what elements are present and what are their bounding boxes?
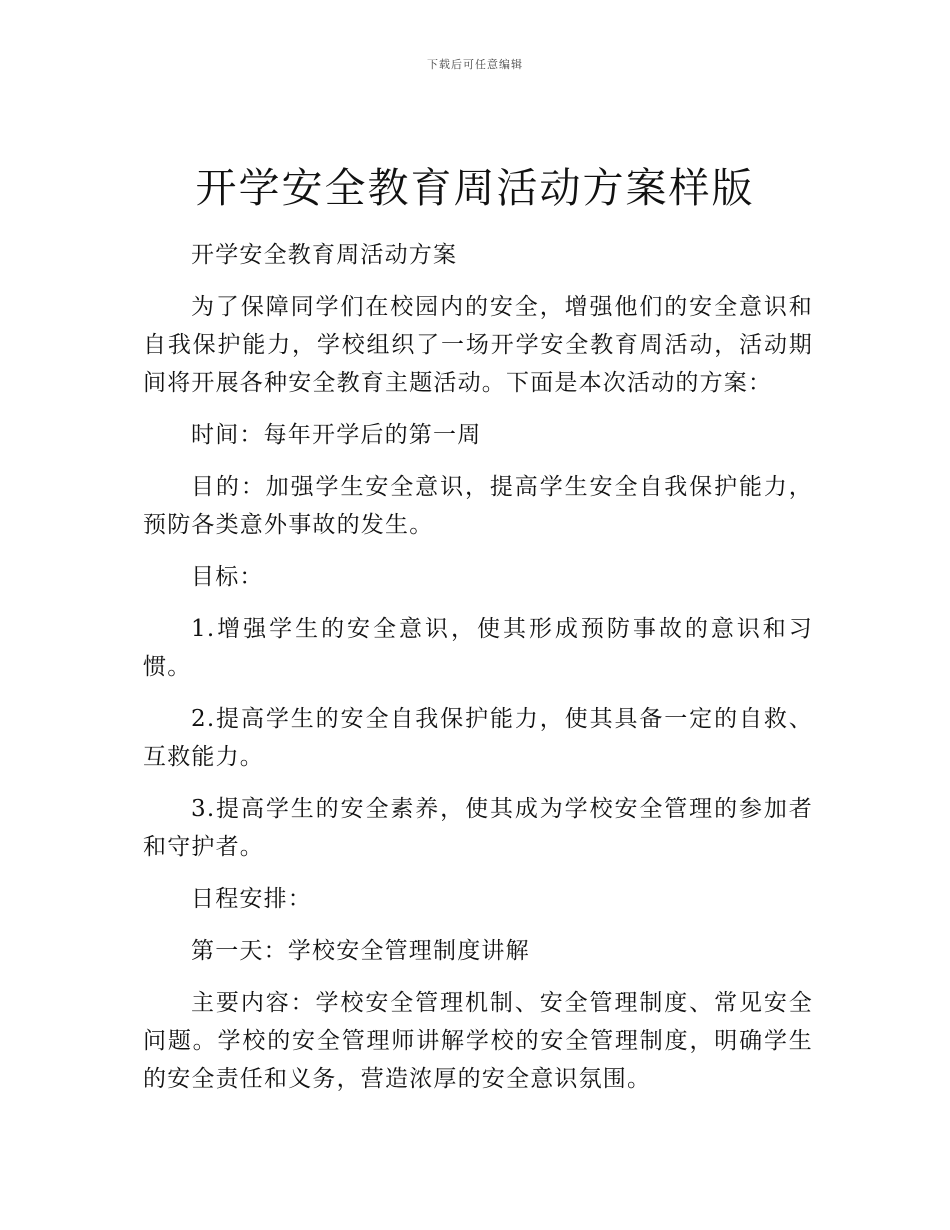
paragraph-purpose: 目的：加强学生安全意识，提高学生安全自我保护能力，预防各类意外事故的发生。: [143, 474, 813, 538]
document-title: 开学安全教育周活动方案样版: [195, 164, 755, 212]
paragraph-time: 时间：每年开学后的第一周: [191, 422, 482, 448]
paragraph-day-1: 第一天：学校安全管理制度讲解: [191, 938, 530, 964]
paragraph-goal-3: 3.提高学生的安全素养，使其成为学校安全管理的参加者和守护者。: [143, 796, 813, 860]
header-note: 下载后可任意编辑: [427, 58, 523, 71]
paragraph-schedule-heading: 日程安排：: [191, 886, 312, 912]
paragraph-subtitle: 开学安全教育周活动方案: [191, 242, 458, 268]
paragraph-intro: 为了保障同学们在校园内的安全，增强他们的安全意识和自我保护能力，学校组织了一场开学安全教育周活动，活动期间将开展各种安全教育主题活动。下面是本次活动的方案：: [143, 294, 813, 396]
document-body: [143, 236, 813, 1112]
paragraph-goal-2: 2.提高学生的安全自我保护能力，使其具备一定的自救、互救能力。: [143, 706, 813, 770]
paragraph-goal-1: 1.增强学生的安全意识，使其形成预防事故的意识和习惯。: [143, 616, 813, 680]
paragraph-day-1-content: 主要内容：学校安全管理机制、安全管理制度、常见安全问题。学校的安全管理师讲解学校的安全管理制度，明确学生的安全责任和义务，营造浓厚的安全意识氛围。: [143, 990, 813, 1092]
paragraph-goals-heading: 目标：: [191, 564, 264, 590]
